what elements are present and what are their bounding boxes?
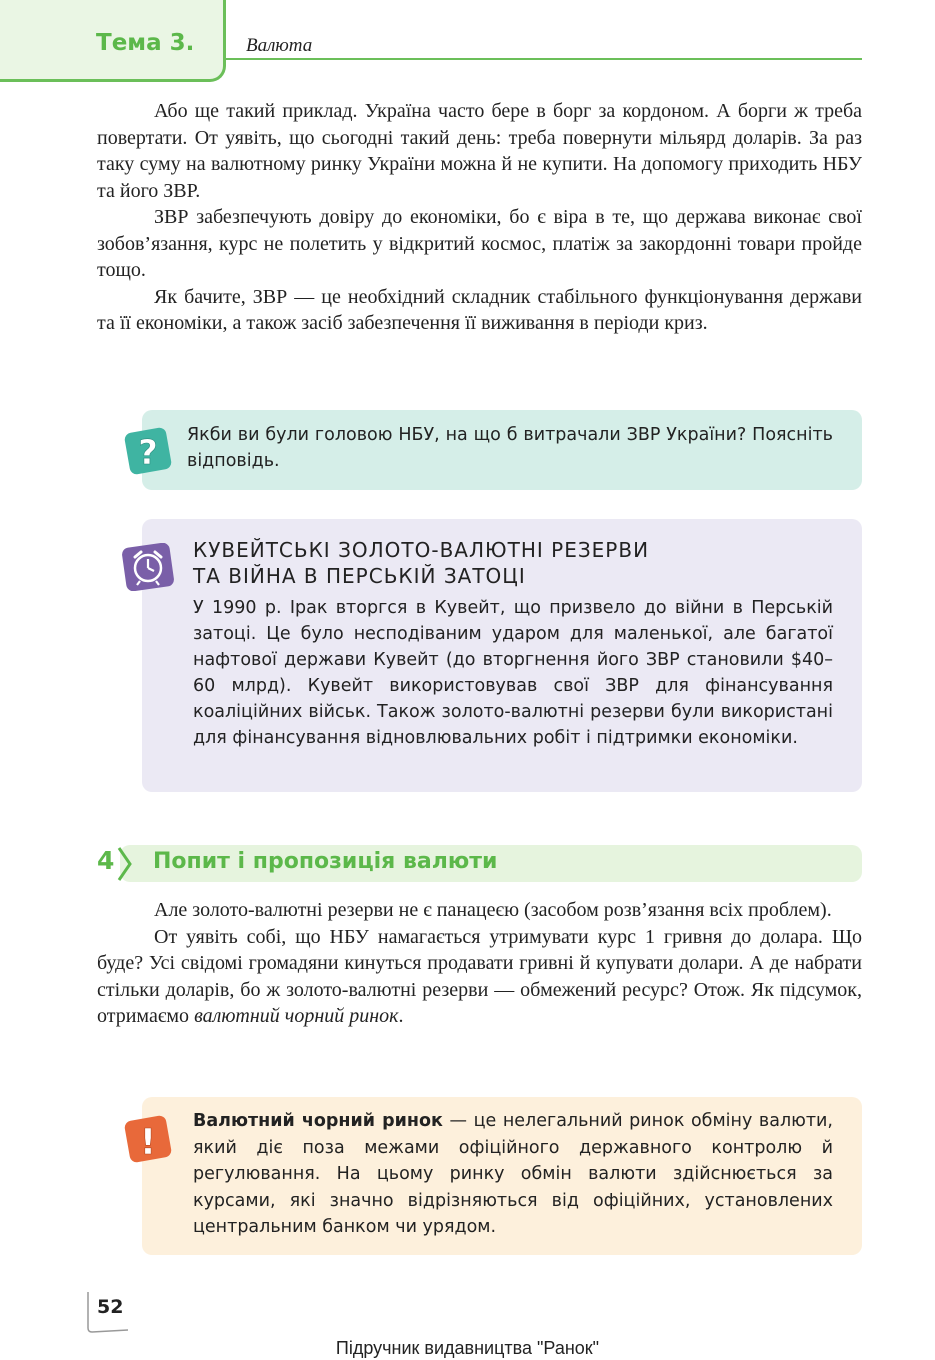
topic-title: Валюта <box>246 35 313 56</box>
intro-text <box>97 98 862 337</box>
exclamation-icon <box>121 1112 175 1166</box>
info-box-text: У 1990 р. Ірак вторгся в Кувейт, що призвело до війни в Перській затоці. Це було несподіваним ударом для маленької, але багатої нафтової держави Кувейт (до вторгнення його ЗВР становили $40–60 млрд). Кувейт використовував свої ЗВР для фінансування коаліційних військ. Також золото-валютні резерви були використані для фінансування відновлювальних робіт і підтримки економіки. <box>193 598 833 748</box>
info-title-line-1: КУВЕЙТСЬКІ ЗОЛОТО-ВАЛЮТНІ РЕЗЕРВИ <box>193 538 650 562</box>
info-title-line-2: ТА ВІЙНА В ПЕРСЬКІЙ ЗАТОЦІ <box>193 564 526 588</box>
definition-term: Валютний чорний ринок <box>193 1111 443 1131</box>
question-text: Якби ви були головою НБУ, на що б витрачали ЗВР України? Поясніть відповідь. <box>187 425 833 471</box>
section-paragraph-2 <box>97 924 862 1030</box>
section-number: 4 <box>97 846 115 875</box>
black-market-term: валютний чорний ринок <box>194 1005 399 1027</box>
definition-text <box>193 1108 833 1241</box>
section-title: Попит і пропозиція валюти <box>153 849 498 874</box>
section-paragraph-2-start: От уявіть собі, що НБУ намагається утримувати курс 1 гривня до долара. Що буде? Усі свідомі громадяни кинуться продавати гривні й купувати долари. А де набрати стільки доларів, бо ж золото-валютні резерви — обмежений ресурс? Отож. Як підсумок, отримаємо <box>97 925 862 1027</box>
publisher-footer: Підручник видавництва "Ранок" <box>335 1338 600 1358</box>
page-number: 52 <box>97 1296 124 1318</box>
topic-label: Тема 3. <box>96 30 195 56</box>
svg-text:!: ! <box>139 1122 157 1163</box>
definition-body: — це нелегальний ринок обміну валюти, який діє поза межами офіційного державного контролю й регулювання. На цьому ринку обмін валюти здійснюється за курсами, які значно відрізняються від офіційних, установлених центральним банком чи урядом. <box>193 1111 833 1237</box>
svg-text:?: ? <box>138 433 158 473</box>
intro-paragraph-3: Як бачите, ЗВР — це необхідний складник стабільного функціонування держави та її економіки, а також засіб забезпечення її виживання в періоди криз. <box>97 285 862 334</box>
section-paragraph-2-end: . <box>398 1005 404 1027</box>
section-paragraph-1: Але золото-валютні резерви не є панацеєю (засобом розв’язання всіх проблем). <box>154 899 832 921</box>
alarm-clock-icon <box>121 543 175 591</box>
question-icon <box>121 424 175 478</box>
section-text <box>97 897 862 1030</box>
intro-paragraph-1: Або ще такий приклад. Україна часто бере в борг за кордоном. А борги ж треба повертати. От уявіть, що сьогодні такий день: треба повернути мільярд доларів. За раз таку суму на валютному ринку України можна й не купити. На допомогу приходить НБУ та його ЗВР. <box>97 100 862 202</box>
intro-paragraph-2: ЗВР забезпечують довіру до економіки, бо є віра в те, що держава виконає свої зобов’язання, курс не полетить у відкритий космос, платіж за закордонні товари пройде тощо. <box>97 206 862 281</box>
info-box-title <box>193 537 833 589</box>
header-rule <box>226 58 862 60</box>
chevron-right-icon <box>116 846 134 882</box>
